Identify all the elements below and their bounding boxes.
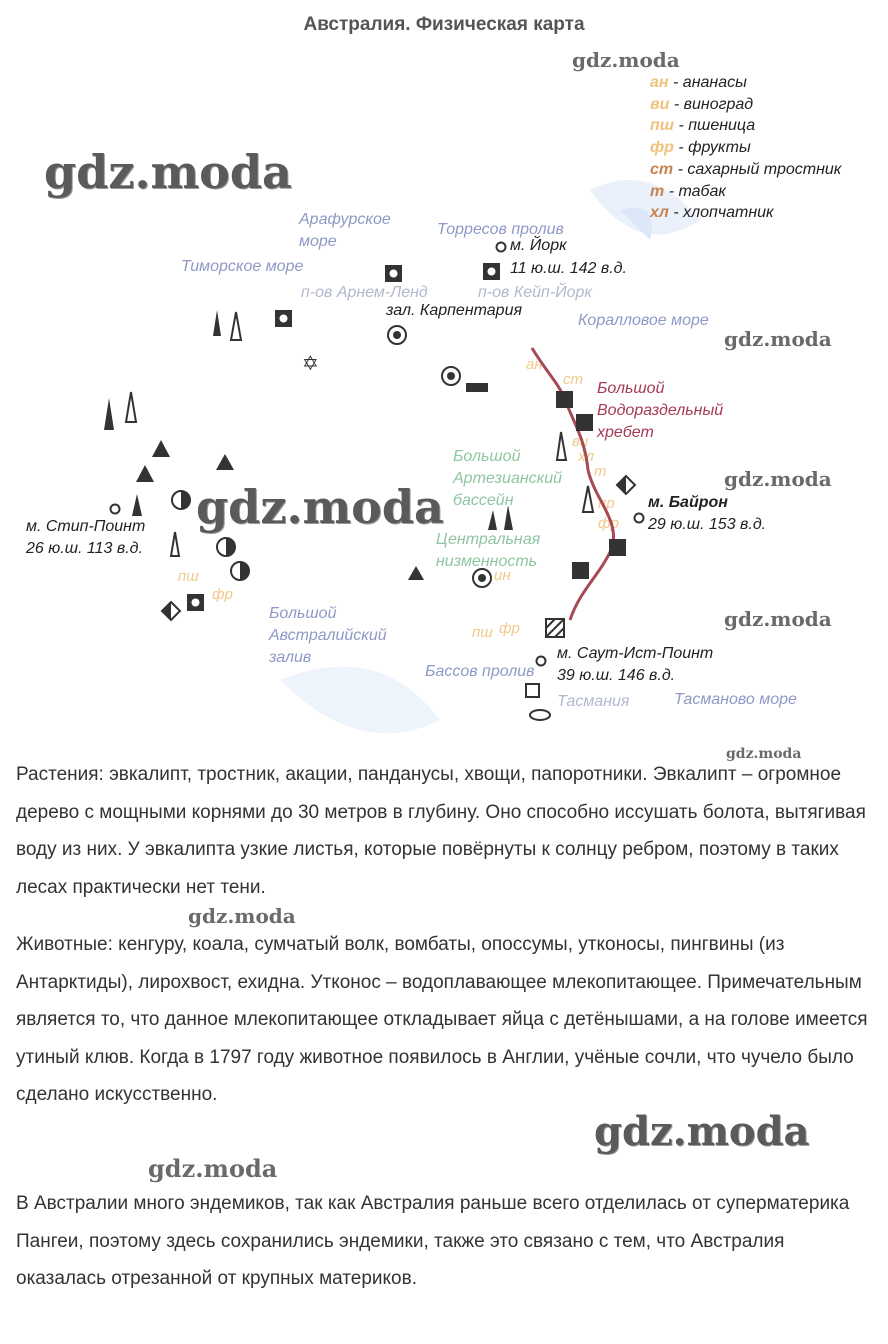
- map-label-tasmania: Тасмания: [557, 693, 630, 710]
- crop-mark: ст: [563, 371, 583, 388]
- map-label-byron: м. Байрон: [648, 494, 728, 511]
- map-label-torres: Торресов пролив: [437, 221, 564, 238]
- map-label-capeyork: п-ов Кейп-Йорк: [478, 284, 592, 301]
- coal-icon: [609, 539, 626, 556]
- map-label-york: м. Йорк: [510, 237, 567, 254]
- crop-mark: ан: [526, 356, 543, 373]
- iron-ore-icon: [385, 265, 402, 282]
- legend-item: ст - сахарный тростник: [650, 160, 842, 178]
- crop-mark: фр: [212, 586, 233, 603]
- watermark: gdz.moda: [724, 607, 832, 631]
- map-label-bight: Большой Австралийский залив: [269, 605, 387, 666]
- legend-item: хл - хлопчатник: [650, 204, 774, 222]
- cape-point-icon: [635, 514, 644, 523]
- map-label-divide: Большой Водораздельный хребет: [597, 380, 724, 441]
- star-icon: ✡: [302, 353, 319, 375]
- crop-mark: хл: [578, 448, 594, 465]
- mountain-range-line: [532, 348, 614, 620]
- crop-mark: ин: [494, 567, 511, 584]
- iron-ore-icon: [187, 594, 204, 611]
- crop-mark: фр: [598, 515, 619, 532]
- iron-ore-icon: [483, 263, 500, 280]
- watermark: gdz.moda: [188, 904, 296, 928]
- page-title: Австралия. Физическая карта: [303, 14, 585, 35]
- ellipse-icon: [530, 710, 550, 720]
- map-label-tasman: Тасманово море: [674, 691, 797, 708]
- watermark: gdz.moda: [726, 746, 802, 762]
- watermark: gdz.moda: [148, 1154, 278, 1183]
- crop-mark: фр: [499, 620, 520, 637]
- hatched-square-icon: [546, 619, 564, 637]
- map-label-arnhem: п-ов Арнем-Ленд: [301, 284, 428, 301]
- text-body: [16, 756, 876, 906]
- map-label-timor: Тиморское море: [181, 258, 304, 275]
- crop-mark: пр: [598, 495, 615, 512]
- text-body: [16, 926, 876, 1114]
- crop-mark: т: [594, 463, 607, 480]
- watermark: gdz.moda: [572, 48, 680, 72]
- cape-point-icon: [497, 243, 506, 252]
- map-label-steep-coords: 26 ю.ш. 113 в.д.: [26, 540, 143, 557]
- uranium-icon: [473, 569, 491, 587]
- map-label-steep: м. Стип-Поинт: [26, 518, 146, 535]
- cape-point-icon: [111, 505, 120, 514]
- paragraph-animals: Животные: кенгуру, коала, сумчатый волк, вомбаты, опоссумы, утконосы, пингвины (из Антарктиды), лирохвост, ехидна. Утконос – водоплавающее млекопитающее. Примечательным является то, что данное млекопитающее откладывает яйца с детёнышами, а на голове имеется утиный клюв. Когда в 1797 году животное появилось в Англии, учёные сочли, что чучело было сделано искусственно.: [16, 934, 868, 1105]
- paragraph-endemics: В Австралии много эндемиков, так как Австралия раньше всего отделилась от суперматерика Пангеи, поэтому здесь сохранились эндемики, также это связано с тем, что Австралия оказалась отрезанной от крупных материков.: [16, 1193, 850, 1289]
- gold-icon: [172, 491, 249, 580]
- text-body: [16, 1185, 876, 1298]
- watermark: gdz.moda: [594, 1108, 810, 1155]
- map-label-southeast-coords: 39 ю.ш. 146 в.д.: [557, 667, 676, 684]
- legend-item: т - табак: [650, 182, 726, 200]
- uranium-icon: [388, 326, 406, 344]
- crop-mark: пш: [178, 568, 199, 585]
- uranium-icon: [442, 367, 460, 385]
- watermark: gdz.moda: [44, 145, 292, 199]
- coal-icon: [572, 562, 589, 579]
- legend-item: ви - виноград: [650, 95, 754, 113]
- coal-icon: [576, 414, 593, 431]
- empty-square-icon: [526, 684, 539, 697]
- coal-icon: [556, 391, 573, 408]
- paragraph-plants: Растения: эвкалипт, тростник, акации, панданусы, хвощи, папоротники. Эвкалипт – огромное дерево с мощными корнями до 30 метров в глубину. Оно способно иссушать болота, вытягивая воду из них. У эвкалипта узкие листья, которые повёрнуты к солнцу ребром, поэтому в таких лесах практически нет тени.: [16, 764, 866, 898]
- map-label-bass: Бассов пролив: [425, 663, 535, 680]
- legend-item: ан - ананасы: [650, 74, 747, 91]
- map-label-lowland: Центральная низменность: [436, 531, 541, 570]
- crop-mark: ви: [572, 433, 589, 450]
- cape-point-icon: [537, 657, 546, 666]
- map-label-arafura: Арафурское море: [299, 211, 391, 250]
- map-label-carpentaria: зал. Карпентария: [386, 302, 523, 319]
- legend-item: фр - фрукты: [650, 139, 751, 157]
- iron-ore-icon: [275, 310, 292, 327]
- legend-item: пш - пшеница: [650, 117, 756, 135]
- watermark: gdz.moda: [196, 480, 444, 534]
- map-label-coral: Коралловое море: [578, 312, 709, 329]
- map-label-artesian: Большой Артезианский бассейн: [453, 448, 563, 509]
- map-label-york-coords: 11 ю.ш. 142 в.д.: [510, 260, 627, 277]
- crop-mark: пш: [472, 624, 493, 641]
- polymetal-icon: [136, 440, 424, 580]
- gas-icon: [126, 312, 593, 556]
- map-label-byron-coords: 29 ю.ш. 153 в.д.: [648, 516, 767, 533]
- coal-icon: [466, 383, 488, 392]
- map-label-southeast: м. Саут-Ист-Поинт: [557, 645, 714, 662]
- oil-icon: [104, 310, 513, 530]
- watermark: gdz.moda: [724, 327, 832, 351]
- watermark: gdz.moda: [724, 467, 832, 491]
